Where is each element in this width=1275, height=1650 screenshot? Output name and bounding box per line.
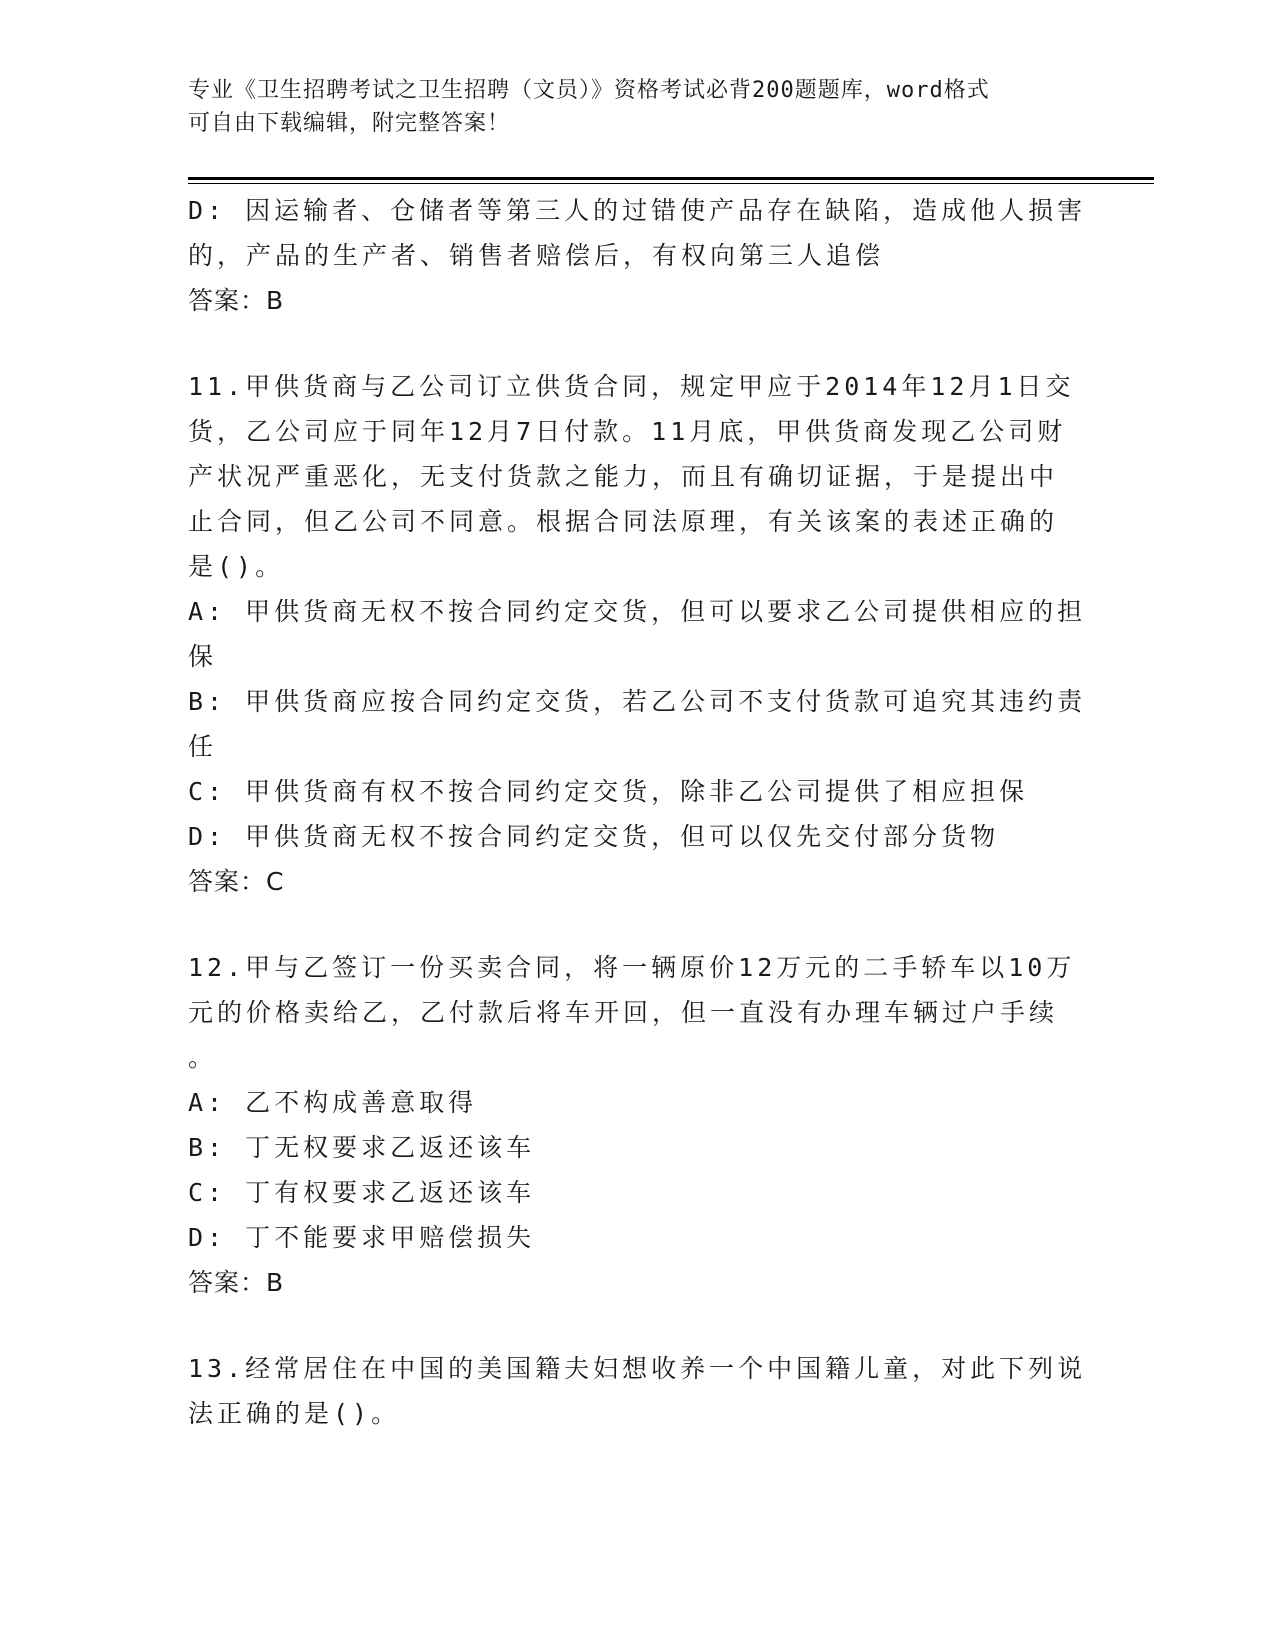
- header-divider-thin: [188, 183, 1154, 184]
- option-line: 的，产品的生产者、销售者赔偿后，有权向第三人追偿: [188, 241, 885, 270]
- answer-line: 答案：C: [188, 867, 285, 896]
- spacer: [188, 1306, 1088, 1346]
- option-line: A: 乙不构成善意取得: [188, 1088, 478, 1117]
- option-line: C: 丁有权要求乙返还该车: [188, 1178, 536, 1207]
- option-line: D: 丁不能要求甲赔偿损失: [188, 1223, 536, 1252]
- document-header: [188, 74, 1068, 140]
- question-text-line: 。: [188, 1043, 218, 1072]
- question-block-10: [188, 188, 1088, 324]
- option-line: A: 甲供货商无权不按合同约定交货，但可以要求乙公司提供相应的担: [188, 597, 1087, 626]
- question-block-13: [188, 1346, 1088, 1436]
- question-text-line: 产状况严重恶化，无支付货款之能力，而且有确切证据，于是提出中: [188, 462, 1059, 491]
- option-line: 保: [188, 642, 218, 671]
- question-text-line: 货，乙公司应于同年12月7日付款。11月底，甲供货商发现乙公司财: [188, 417, 1067, 446]
- question-text-line: 13.经常居住在中国的美国籍夫妇想收养一个中国籍儿童，对此下列说: [188, 1354, 1087, 1383]
- question-block-11: [188, 364, 1088, 905]
- question-block-12: [188, 945, 1088, 1306]
- spacer: [188, 905, 1088, 945]
- option-line: D: 因运输者、仓储者等第三人的过错使产品存在缺陷，造成他人损害: [188, 196, 1087, 225]
- question-text-line: 止合同，但乙公司不同意。根据合同法原理，有关该案的表述正确的: [188, 507, 1059, 536]
- option-line: B: 甲供货商应按合同约定交货，若乙公司不支付货款可追究其违约责: [188, 687, 1087, 716]
- spacer: [188, 324, 1088, 364]
- header-line-2: 可自由下载编辑，附完整答案！: [188, 111, 511, 136]
- question-text-line: 12.甲与乙签订一份买卖合同，将一辆原价12万元的二手轿车以10万: [188, 953, 1076, 982]
- question-text-line: 元的价格卖给乙，乙付款后将车开回，但一直没有办理车辆过户手续: [188, 998, 1059, 1027]
- question-text-line: 11.甲供货商与乙公司订立供货合同，规定甲应于2014年12月1日交: [188, 372, 1075, 401]
- header-line-1: 专业《卫生招聘考试之卫生招聘（文员）》资格考试必背200题题库，word格式: [188, 78, 990, 103]
- option-line: C: 甲供货商有权不按合同约定交货，除非乙公司提供了相应担保: [188, 777, 1029, 806]
- option-line: 任: [188, 732, 218, 761]
- question-text-line: 是()。: [188, 552, 285, 581]
- question-list: [188, 188, 1088, 1436]
- option-line: D: 甲供货商无权不按合同约定交货，但可以仅先交付部分货物: [188, 822, 1000, 851]
- option-line: B: 丁无权要求乙返还该车: [188, 1133, 536, 1162]
- question-text-line: 法正确的是()。: [188, 1399, 401, 1428]
- header-divider-thick: [188, 177, 1154, 180]
- answer-line: 答案：B: [188, 1268, 285, 1297]
- answer-line: 答案：B: [188, 286, 285, 315]
